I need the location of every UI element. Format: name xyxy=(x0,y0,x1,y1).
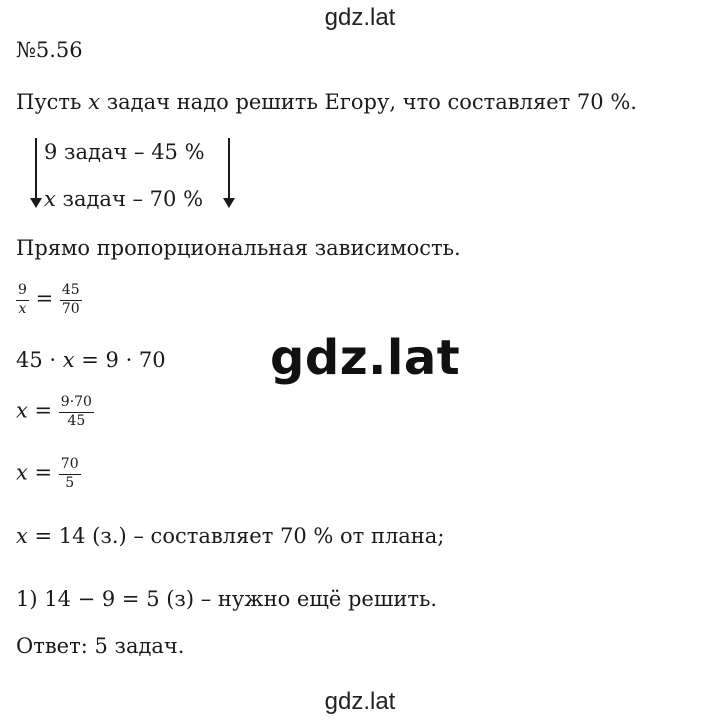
intro-after: задач надо решить Егору, что составляет 70 %. xyxy=(100,90,637,114)
intro-var: x xyxy=(88,90,101,114)
proportion-row-2 xyxy=(44,187,203,211)
eq4-var: x xyxy=(16,460,28,485)
watermark-top: gdz.lat xyxy=(324,4,396,31)
eq3-var: x xyxy=(16,398,28,423)
eq5-var: x xyxy=(16,524,28,548)
eq3-equals: = xyxy=(27,398,59,423)
eq5-rest: = 14 (з.) – составляет 70 % от плана; xyxy=(27,524,445,548)
eq3-num: 9·70 xyxy=(60,394,92,410)
eq4-equals: = xyxy=(27,460,59,485)
equation-1 xyxy=(16,282,82,318)
eq1-equals: = xyxy=(28,286,60,311)
eq3-den: 45 xyxy=(59,412,94,431)
equation-5 xyxy=(16,524,444,548)
equation-2 xyxy=(16,348,166,372)
eq3-fraction xyxy=(59,394,94,430)
eq2-var: x xyxy=(62,348,75,372)
watermark-center: gdz.lat xyxy=(270,330,461,386)
eq1-lhs-num: 9 xyxy=(18,282,27,298)
eq2-b: = 9 · 70 xyxy=(74,348,166,372)
eq4-den: 5 xyxy=(59,474,81,493)
relation-text: Прямо пропорциональная зависимость. xyxy=(16,236,461,260)
eq1-rhs-num: 45 xyxy=(61,282,80,298)
equation-4 xyxy=(16,456,81,492)
intro-before: Пусть xyxy=(16,90,89,114)
proportion-row-1: 9 задач – 45 % xyxy=(44,140,205,164)
eq1-rhs-fraction xyxy=(60,282,82,318)
arrow-right-down-icon xyxy=(223,138,235,210)
watermark-bottom: gdz.lat xyxy=(324,688,396,715)
step-1: 1) 14 − 9 = 5 (з) – нужно ещё решить. xyxy=(16,587,438,611)
eq1-rhs-den: 70 xyxy=(61,300,80,317)
eq4-fraction xyxy=(59,456,81,492)
proportion-row-2-var: x xyxy=(44,187,56,211)
eq2-a: 45 · xyxy=(16,348,63,372)
eq1-lhs-fraction xyxy=(16,282,29,318)
eq1-lhs-den: x xyxy=(16,300,29,319)
intro-line xyxy=(16,90,637,114)
arrow-left-down-icon xyxy=(30,138,42,210)
equation-3 xyxy=(16,394,94,430)
proportion-row-2-rest: задач – 70 % xyxy=(55,187,204,211)
task-number: №5.56 xyxy=(16,38,83,62)
answer: Ответ: 5 задач. xyxy=(16,634,185,658)
eq4-num: 70 xyxy=(60,456,79,472)
